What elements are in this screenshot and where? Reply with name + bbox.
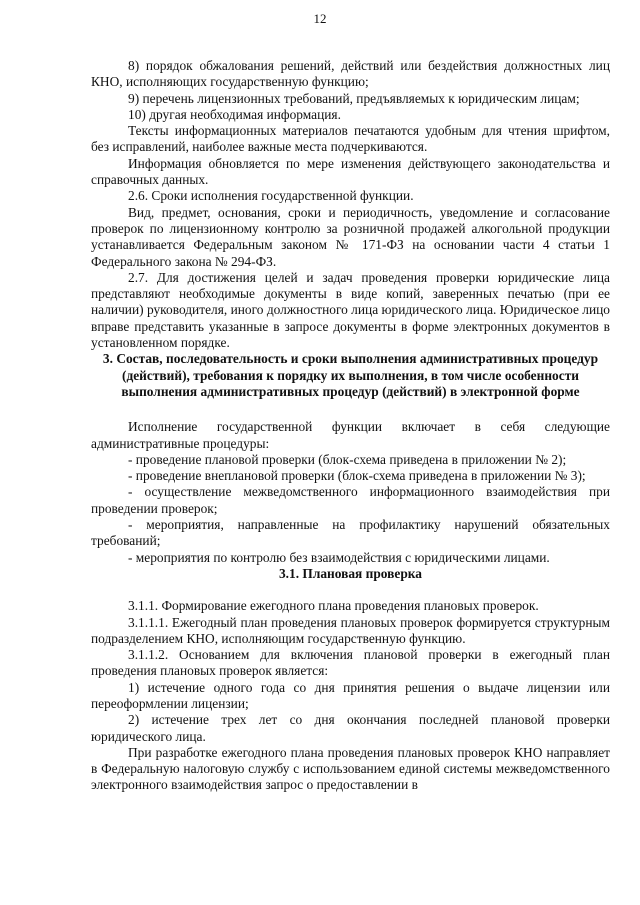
page-number: 12 [313,11,327,26]
paragraph: 2.6. Сроки исполнения государственной функции. [128,188,414,204]
paragraph: 10) другая необходимая информация. [128,106,341,122]
paragraph: 8) порядок обжалования решений, действий или бездействия должностных лиц КНО, исполняющих государственную функцию; [91,58,610,90]
paragraph: 2.7. Для достижения целей и задач проведения проверки юридические лица представляют необходимые документы в виде копий, заверенных печатью (при ее наличии) руководителя, иного должностного лица юридического лица. Юридическое лицо вправе представить указанные в запросе документы в форме электронных документов в установленном порядке. [91,269,610,351]
paragraph: 3.1.1.2. Основанием для включения плановой проверки в ежегодный план проведения плановых проверок является: [91,647,610,679]
paragraph: Вид, предмет, основания, сроки и периодичность, уведомление и согласование проверок по лицензионному контролю за розничной продажей алкогольной продукции устанавливается Федеральным законом № 171-ФЗ на основании части 4 статьи 1 Федерального закона № 294-ФЗ. [91,204,610,269]
paragraph: Информация обновляется по мере изменения действующего законодательства и справочных данных. [91,155,610,188]
list-item: - проведение плановой проверки (блок-схема приведена в приложении № 2); [128,451,567,467]
list-item: 2) истечение трех лет со дня окончания последней плановой проверки юридического лица. [91,712,610,744]
list-item: - мероприятия по контролю без взаимодействия с юридическими лицами. [128,549,550,565]
list-item: - осуществление межведомственного информационного взаимодействия при проведении проверок; [91,484,610,516]
subsection-heading: 3.1. Плановая проверка [278,565,422,581]
list-item: 1) истечение одного года со дня принятия решения о выдаче лицензии или переоформлении лицензии; [91,679,610,711]
list-item: - мероприятия, направленные на профилактику нарушений обязательных требований; [91,517,610,549]
paragraph: Тексты информационных материалов печатаются удобным для чтения шрифтом, без исправлений, наиболее важные места подчеркиваются. [91,123,610,155]
list-item: - проведение внеплановой проверки (блок-схема приведена в приложении № 3); [128,468,586,484]
section-heading: 3. Состав, последовательность и сроки выполнения административных процедур (действий), требования к порядку их выполнения, в том числе особенности выполнения административных процедур (действий) в электронной форме [102,351,599,399]
paragraph: 9) перечень лицензионных требований, предъявляемых к юридическим лицам; [128,90,580,106]
paragraph: 3.1.1. Формирование ежегодного плана проведения плановых проверок. [128,598,539,614]
paragraph: При разработке ежегодного плана проведения плановых проверок КНО направляет в Федеральную налоговую службу с использованием единой системы межведомственного электронного взаимодействия запрос о предоставлении в [91,744,610,793]
paragraph: 3.1.1.1. Ежегодный план проведения плановых проверок формируется структурным подразделением КНО, исполняющим государственную функцию. [91,614,610,646]
document-body [91,58,610,794]
paragraph: Исполнение государственной функции включает в себя следующие административные процедуры: [91,419,610,451]
